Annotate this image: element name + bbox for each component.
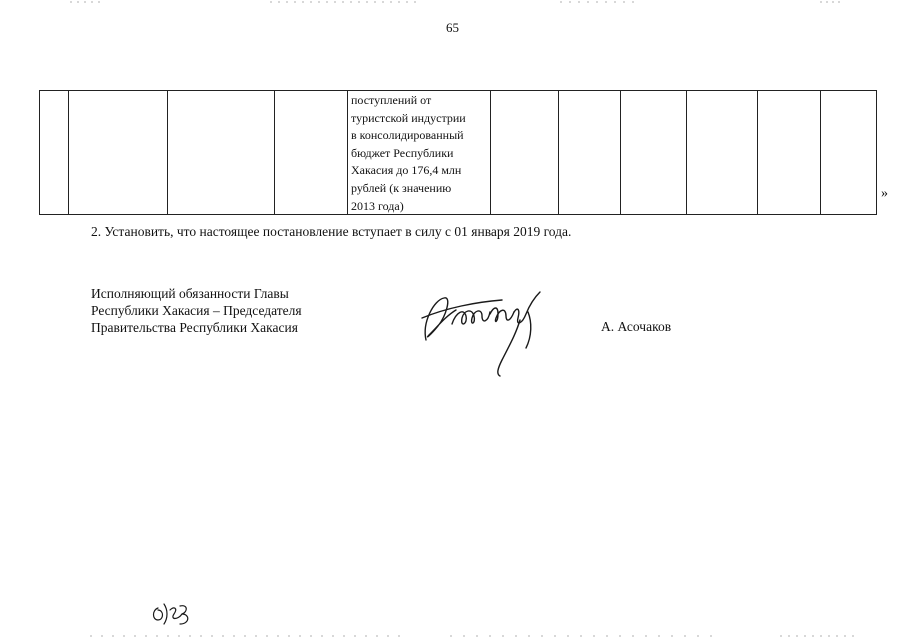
table-row [40, 91, 877, 215]
cell-text-line: рублей (к значению [351, 180, 452, 195]
cell-text-line: 2013 года) [351, 198, 404, 213]
signatory-title-line: Исполняющий обязанности Главы [91, 286, 289, 301]
table-cell [687, 91, 758, 215]
goal-indicators-table [39, 90, 877, 215]
table-cell [621, 91, 687, 215]
signatory-title-line: Республики Хакасия – Председателя [91, 303, 302, 318]
signer-name: А. Асочаков [601, 319, 672, 334]
table-cell [491, 91, 559, 215]
handwritten-signature [416, 282, 556, 382]
table-cell [69, 91, 168, 215]
table-cell [168, 91, 275, 215]
cell-text-line: Хакасия до 176,4 млн [351, 163, 462, 178]
table-cell [40, 91, 69, 215]
page-number: 65 [446, 20, 459, 35]
cell-text-line: туристской индустрии [351, 110, 466, 125]
handwritten-initials [148, 600, 198, 628]
closing-quote: » [881, 186, 888, 201]
clause-text: 2. Установить, что настоящее постановление вступает в силу с 01 января 2019 года. [91, 224, 572, 239]
cell-text-line: бюджет Республики [351, 145, 454, 160]
table-cell [758, 91, 821, 215]
table-cell [821, 91, 877, 215]
table-cell [559, 91, 621, 215]
cell-text-line: в консолидированный [351, 128, 464, 143]
scan-edge-noise-bottom [0, 634, 905, 638]
indicator-cell [348, 91, 491, 215]
table-cell [275, 91, 348, 215]
signatory-title-line: Правительства Республики Хакасия [91, 320, 298, 335]
scan-edge-noise-top [0, 0, 905, 4]
cell-text-line: поступлений от [351, 93, 432, 107]
signatory-title [91, 285, 302, 336]
